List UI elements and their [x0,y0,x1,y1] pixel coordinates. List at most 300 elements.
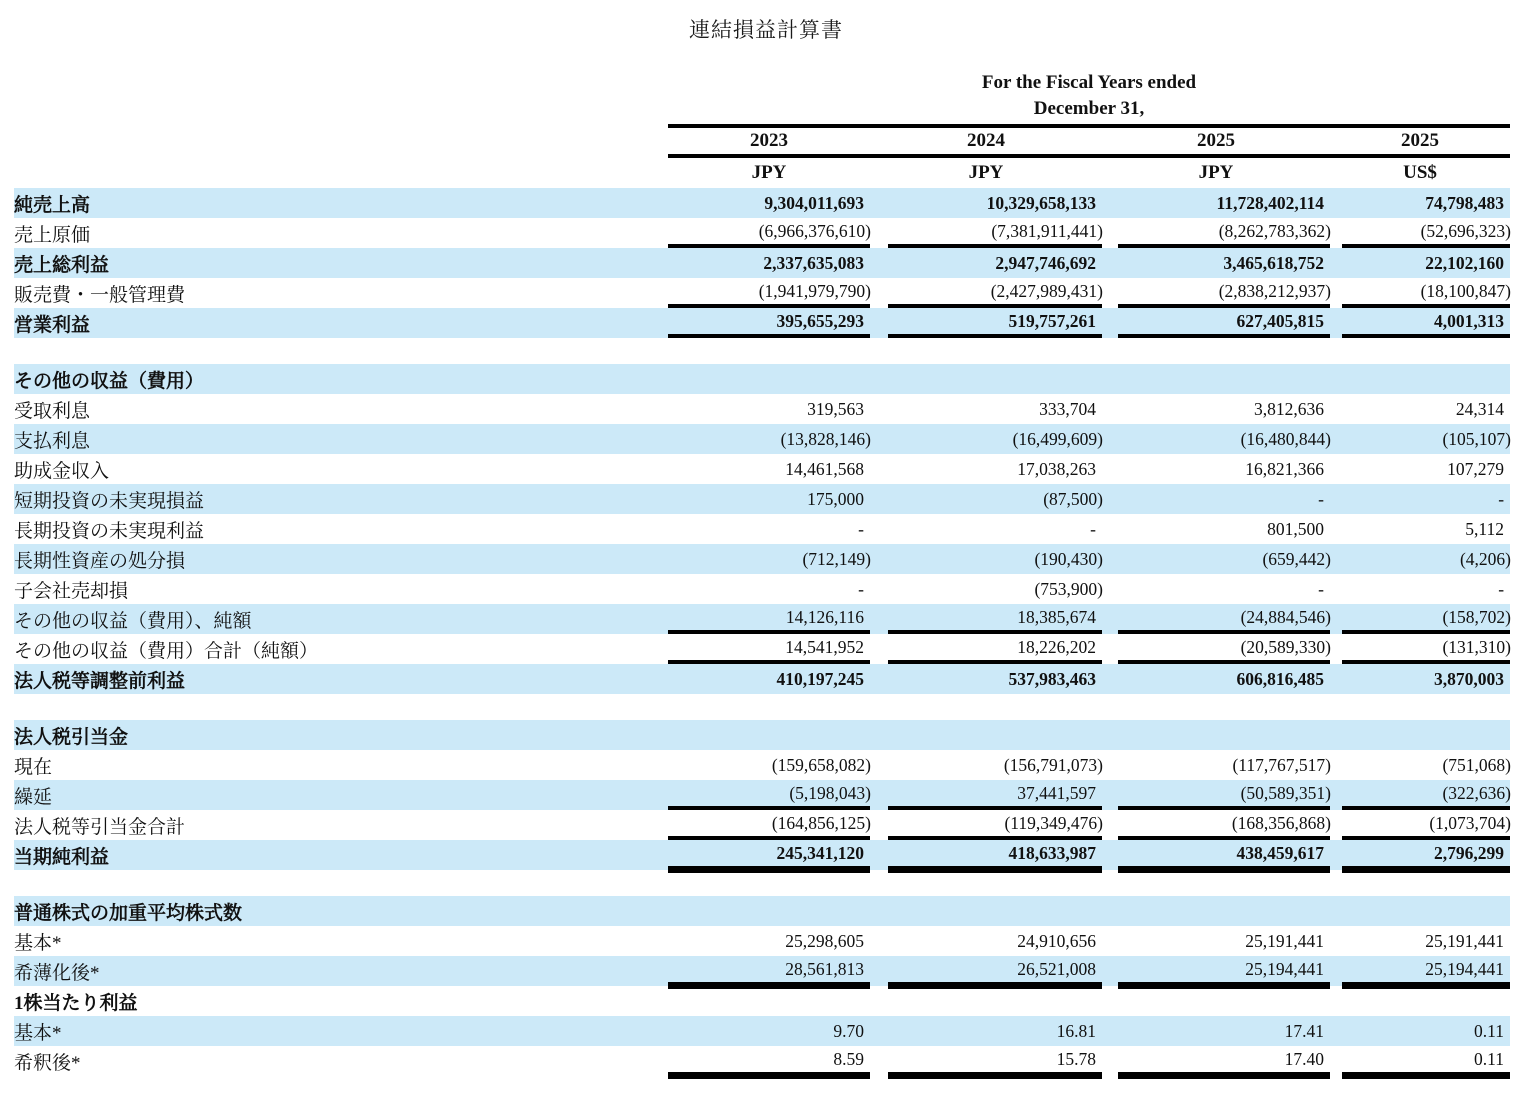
value-cell [1102,484,1330,514]
value-cell [1330,394,1510,424]
value-wrap [1342,896,1510,926]
value-cell [1330,780,1510,810]
value-cell [668,750,870,780]
value-wrap [888,364,1102,394]
cell-value: 74,798,483 [1425,192,1505,213]
cell-value: 9,304,011,693 [764,192,864,213]
value-cell [870,956,1102,986]
row-label: 短期投資の未実現損益 [14,490,205,512]
value-cell [1102,750,1330,780]
cell-value: 627,405,815 [1236,310,1324,331]
value-cell [870,514,1102,544]
value-cell [870,424,1102,454]
value-cell [1102,188,1330,218]
value-cell [870,248,1102,278]
cell-value: 14,126,116 [785,606,864,627]
value-cell [1102,218,1330,248]
value-cell [870,810,1102,840]
row-label: 売上総利益 [14,254,110,276]
value-cell [1102,574,1330,604]
row-label: 現在 [14,756,53,778]
value-cell [668,1046,870,1076]
value-cell [870,544,1102,574]
value-wrap [1342,484,1510,514]
value-wrap [888,514,1102,544]
value-cell [1102,896,1330,926]
row-label: 売上原価 [14,224,91,246]
cell-value: 25,191,441 [1245,930,1324,951]
value-cell [870,604,1102,634]
value-wrap [1342,544,1510,574]
value-wrap-ruled [1118,1046,1330,1076]
cell-value: 418,633,987 [1008,842,1096,863]
value-wrap [668,514,870,544]
cell-value: (753,900) [1034,578,1103,599]
value-cell [668,634,870,664]
value-wrap [888,750,1102,780]
value-cell [1102,840,1330,870]
value-wrap [1342,1016,1510,1046]
cell-value: 519,757,261 [1008,310,1096,331]
cell-value: 319,563 [807,398,864,419]
cell-value: (87,500) [1043,488,1103,509]
value-wrap-ruled [888,956,1102,986]
cell-value: (1,073,704) [1429,812,1512,833]
value-cell [1330,840,1510,870]
cell-value: 11,728,402,114 [1216,192,1324,213]
cell-value: 37,441,597 [1017,782,1096,803]
value-cell [668,308,870,338]
cell-value: (52,696,323) [1420,220,1512,241]
table-row [14,544,1510,574]
value-wrap [888,248,1102,278]
value-wrap [1118,574,1330,604]
value-wrap [668,986,870,1016]
value-cell [870,1016,1102,1046]
value-wrap-ruled [1342,308,1510,338]
value-wrap-ruled [1118,308,1330,338]
value-wrap-ruled [888,634,1102,664]
value-wrap [1118,664,1330,694]
row-label: 販売費・一般管理費 [14,284,186,306]
cell-value: (50,589,351) [1240,782,1331,803]
value-wrap-ruled [668,278,870,308]
value-wrap [1118,926,1330,956]
value-cell [1102,514,1330,544]
table-header [14,70,1510,188]
value-wrap [1118,986,1330,1016]
cell-value: (24,884,546) [1240,606,1331,627]
cell-value: 0.11 [1474,1020,1505,1041]
cell-value: (13,828,146) [780,428,871,449]
value-wrap-ruled [668,1046,870,1076]
value-cell [668,278,870,308]
cell-value: 606,816,485 [1236,668,1324,689]
cell-value: - [1318,488,1324,509]
year-column-header [870,126,1102,158]
value-wrap-ruled [1118,278,1330,308]
year-header-row [14,126,1510,158]
cell-value: (158,702) [1442,606,1512,627]
cell-value: 15.78 [1056,1048,1096,1069]
cell-value: 3,870,003 [1434,668,1505,689]
row-label: その他の収益（費用）合計（純額） [14,640,319,662]
value-wrap [668,188,870,218]
value-cell [870,1046,1102,1076]
period-header [668,70,1510,126]
cell-value: 3,465,618,752 [1223,252,1324,273]
cell-value: 18,226,202 [1017,636,1096,657]
cell-value: (8,262,783,362) [1218,220,1331,241]
value-wrap [668,926,870,956]
value-cell [1330,956,1510,986]
value-cell [870,664,1102,694]
value-cell [870,218,1102,248]
value-cell [1330,248,1510,278]
value-wrap [1342,664,1510,694]
value-cell [668,780,870,810]
cell-value: 25,298,605 [785,930,864,951]
value-wrap [1118,364,1330,394]
value-wrap [1118,514,1330,544]
cell-value: - [1498,488,1505,509]
cell-value: 107,279 [1447,458,1505,479]
spacer-cell [14,694,1510,720]
cell-value: (2,838,212,937) [1218,280,1331,301]
table-row [14,986,1510,1016]
cell-value: 10,329,658,133 [986,192,1096,213]
period-header-line2: December 31, [1033,97,1145,119]
value-wrap-ruled [1118,604,1330,634]
cell-value: 2,947,746,692 [995,252,1096,273]
cell-value: (751,068) [1442,754,1512,775]
row-label: 基本* [14,1022,62,1044]
table-row [14,1046,1510,1076]
table-row [14,424,1510,454]
cell-value: 537,983,463 [1008,668,1096,689]
cell-value: 175,000 [807,488,864,509]
value-wrap [1342,750,1510,780]
year-label: 2025 [1330,128,1510,158]
value-cell [1330,364,1510,394]
row-label: 支払利息 [14,430,91,452]
value-cell [668,926,870,956]
currency-label: JPY [968,162,1004,184]
cell-value: - [858,578,864,599]
year-column-header [1102,126,1330,158]
table-row [14,1016,1510,1046]
cell-value: (712,149) [802,548,871,569]
value-wrap [1118,750,1330,780]
value-cell [1102,394,1330,424]
value-wrap-ruled [1118,218,1330,248]
cell-value: 4,001,313 [1434,310,1505,331]
cell-value: 24,314 [1455,398,1505,419]
cell-value: 333,704 [1039,398,1096,419]
value-cell [668,188,870,218]
table-row [14,810,1510,840]
table-row [14,218,1510,248]
value-wrap [1342,720,1510,750]
value-wrap [668,720,870,750]
period-header-row [14,70,1510,126]
spacer-row [14,338,1510,364]
empty-header-cell [14,70,668,126]
row-label: 当期純利益 [14,846,110,868]
value-wrap [668,394,870,424]
value-wrap-ruled [668,634,870,664]
table-row [14,604,1510,634]
value-wrap [1342,514,1510,544]
value-wrap [1118,248,1330,278]
value-cell [1330,604,1510,634]
value-cell [1102,364,1330,394]
income-statement-table [14,70,1510,1076]
cell-value: 395,655,293 [776,310,864,331]
cell-value: (159,658,082) [771,754,871,775]
table-row [14,454,1510,484]
table-row [14,926,1510,956]
cell-value: (16,499,609) [1012,428,1103,449]
value-wrap [888,544,1102,574]
cell-value: 22,102,160 [1425,252,1505,273]
value-cell [668,454,870,484]
cell-value: 16.81 [1056,1020,1096,1041]
row-label: 希薄化後* [14,962,100,984]
cell-value: (5,198,043) [789,782,871,803]
value-cell [1330,544,1510,574]
value-cell [1102,810,1330,840]
cell-value: 801,500 [1267,518,1324,539]
value-wrap-ruled [668,956,870,986]
currency-label: JPY [1198,162,1234,184]
value-wrap [668,248,870,278]
value-cell [1102,1046,1330,1076]
value-cell [1102,424,1330,454]
value-wrap-ruled [888,840,1102,870]
value-wrap [1118,424,1330,454]
value-cell [668,544,870,574]
value-wrap [1342,926,1510,956]
value-cell [870,364,1102,394]
value-cell [668,604,870,634]
value-wrap [1342,424,1510,454]
row-label: 営業利益 [14,314,91,336]
value-cell [1330,454,1510,484]
spacer-row [14,870,1510,896]
cell-value: (1,941,979,790) [758,280,871,301]
value-cell [1330,1046,1510,1076]
value-wrap [1342,364,1510,394]
value-wrap-ruled [668,810,870,840]
value-wrap [888,664,1102,694]
cell-value: 17.41 [1284,1020,1324,1041]
value-wrap [888,454,1102,484]
cell-value: (16,480,844) [1240,428,1331,449]
cell-value: (164,856,125) [771,812,871,833]
table-row [14,664,1510,694]
value-wrap [1342,454,1510,484]
cell-value: 25,191,441 [1425,930,1505,951]
value-cell [1330,514,1510,544]
empty-header-cell [14,126,668,158]
cell-value: (18,100,847) [1420,280,1512,301]
value-wrap [1342,394,1510,424]
value-cell [1330,484,1510,514]
value-cell [668,364,870,394]
value-wrap [1118,188,1330,218]
cell-value: (190,430) [1034,548,1103,569]
row-label: その他の収益（費用） [14,370,205,392]
cell-value: 25,194,441 [1425,958,1505,979]
value-cell [668,810,870,840]
value-cell [870,840,1102,870]
value-wrap [1118,454,1330,484]
value-cell [1330,896,1510,926]
empty-header-cell [14,158,668,188]
value-wrap [668,364,870,394]
value-wrap [1118,720,1330,750]
value-wrap [888,720,1102,750]
value-wrap [1342,986,1510,1016]
cell-value: 0.11 [1474,1048,1505,1069]
cell-value: 14,541,952 [785,636,864,657]
row-label: その他の収益（費用）、純額 [14,610,252,632]
currency-header-row [14,158,1510,188]
cell-value: 245,341,120 [776,842,864,863]
value-cell [1330,218,1510,248]
value-cell [668,248,870,278]
value-cell [668,574,870,604]
cell-value: 410,197,245 [776,668,864,689]
table-row [14,780,1510,810]
value-wrap [888,574,1102,604]
value-wrap-ruled [1118,840,1330,870]
value-cell [1330,308,1510,338]
value-cell [1102,926,1330,956]
cell-value: 9.70 [833,1020,864,1041]
cell-value: 17.40 [1284,1048,1324,1069]
value-cell [1102,1016,1330,1046]
cell-value: 28,561,813 [785,958,864,979]
table-body [14,188,1510,1076]
value-cell [1102,278,1330,308]
value-cell [1102,544,1330,574]
value-cell [1330,188,1510,218]
table-row [14,750,1510,780]
cell-value: (156,791,073) [1003,754,1103,775]
row-label: 法人税等調整前利益 [14,670,186,692]
value-wrap [888,188,1102,218]
value-wrap [1342,248,1510,278]
cell-value: 2,337,635,083 [763,252,864,273]
value-cell [668,956,870,986]
row-label: 長期性資産の処分損 [14,550,186,572]
value-cell [1102,308,1330,338]
cell-value: - [858,518,864,539]
value-wrap-ruled [1342,218,1510,248]
value-cell [1102,664,1330,694]
value-cell [668,896,870,926]
value-cell [668,986,870,1016]
value-wrap-ruled [888,278,1102,308]
value-wrap [668,896,870,926]
row-label: 1株当たり利益 [14,992,138,1014]
value-wrap-ruled [1342,840,1510,870]
row-label: 助成金収入 [14,460,110,482]
value-cell [870,750,1102,780]
value-cell [1330,926,1510,956]
value-wrap-ruled [1118,634,1330,664]
cell-value: (7,381,911,441) [991,220,1103,241]
value-cell [870,308,1102,338]
cell-value: 26,521,008 [1017,958,1096,979]
value-wrap [1118,896,1330,926]
value-wrap [668,574,870,604]
cell-value: - [1498,578,1505,599]
cell-value: (105,107) [1442,428,1512,449]
value-cell [1102,780,1330,810]
value-wrap-ruled [888,780,1102,810]
value-wrap [668,664,870,694]
value-cell [1102,956,1330,986]
value-wrap [668,750,870,780]
value-cell [668,840,870,870]
cell-value: 3,812,636 [1254,398,1324,419]
row-label: 子会社売却損 [14,580,129,602]
document-title: 連結損益計算書 [689,18,843,42]
value-cell [1330,634,1510,664]
cell-value: (4,206) [1459,548,1512,569]
spacer-cell [14,338,1510,364]
value-wrap [668,544,870,574]
value-wrap-ruled [668,780,870,810]
cell-value: 14,461,568 [785,458,864,479]
cell-value: (119,349,476) [1004,812,1103,833]
value-wrap-ruled [1342,1046,1510,1076]
value-cell [870,484,1102,514]
year-label: 2025 [1102,128,1330,158]
value-cell [1330,574,1510,604]
row-label: 法人税引当金 [14,726,129,748]
value-cell [1102,986,1330,1016]
value-cell [870,394,1102,424]
row-label: 希釈後* [14,1052,81,1074]
value-cell [668,720,870,750]
value-wrap-ruled [1118,780,1330,810]
value-wrap [888,926,1102,956]
value-wrap-ruled [1118,810,1330,840]
cell-value: (168,356,868) [1231,812,1331,833]
table-row [14,364,1510,394]
value-wrap [888,986,1102,1016]
value-cell [870,896,1102,926]
value-wrap-ruled [668,308,870,338]
cell-value: 17,038,263 [1017,458,1096,479]
value-wrap [888,896,1102,926]
cell-value: 2,796,299 [1434,842,1505,863]
currency-column-header [668,158,870,188]
value-cell [1330,986,1510,1016]
cell-value: (659,442) [1262,548,1331,569]
value-wrap [1342,574,1510,604]
cell-value: 24,910,656 [1017,930,1096,951]
year-column-header [1330,126,1510,158]
value-wrap-ruled [888,604,1102,634]
value-wrap-ruled [1342,604,1510,634]
value-cell [1330,1016,1510,1046]
table-row [14,248,1510,278]
